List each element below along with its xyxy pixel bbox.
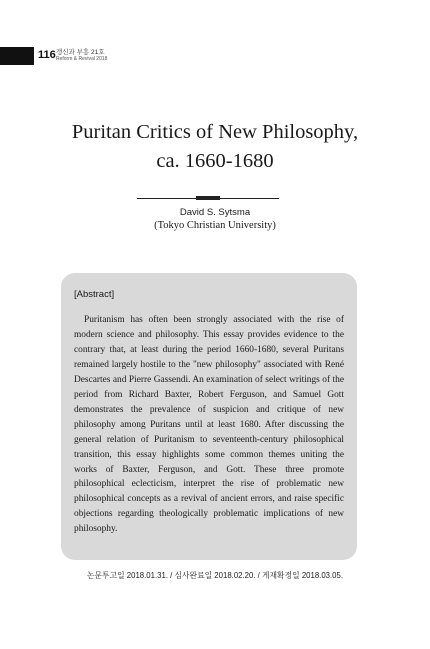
abstract-text: Puritanism has often been strongly associated with the rise of modern science and philosophy. This essay provides evidence to the contrary that, at least during the period 1660-1680, several Puritans remained largely hostile to the "new philosophy" associated with René Descartes and Pierre Gassendi. An examination of select writings of the period from Richard Baxter, Robert Ferguson, and Samuel Gott demonstrates the prevalence of suspicion and critique of new philosophy among Puritans until at least 1680. After discussing the general relation of Puritanism to seventeenth-century philosophical transition, this essay highlights some common themes uniting the works of Baxter, Ferguson, and Gott. These three promote philosophical eclecticism, interpret the rise of problematic new philosophical concepts as a revival of ancient errors, and raise specific objections regarding theologically problematic implications of new philosophy. — [74, 315, 344, 535]
journal-name: 갱신과 부흥 21호 — [56, 49, 105, 56]
abstract-heading: [Abstract] — [74, 289, 115, 300]
author-affiliation: (Tokyo Christian University) — [154, 220, 276, 231]
journal-subtitle: Reform & Revival 2018 — [56, 56, 108, 62]
page-number: 116 — [38, 49, 56, 61]
title-line-2: ca. 1660-1680 — [156, 150, 274, 172]
title-divider-mark — [196, 196, 220, 200]
submission-dates: 논문투고일 2018.01.31. / 심사완료일 2018.02.20. / 게재확정일 2018.03.05. — [86, 571, 344, 580]
article-title — [0, 118, 430, 176]
title-line-1: Puritan Critics of New Philosophy, — [71, 121, 359, 143]
journal-info — [56, 49, 107, 63]
author-name: David S. Sytsma — [179, 207, 251, 218]
header-bar — [0, 47, 34, 65]
